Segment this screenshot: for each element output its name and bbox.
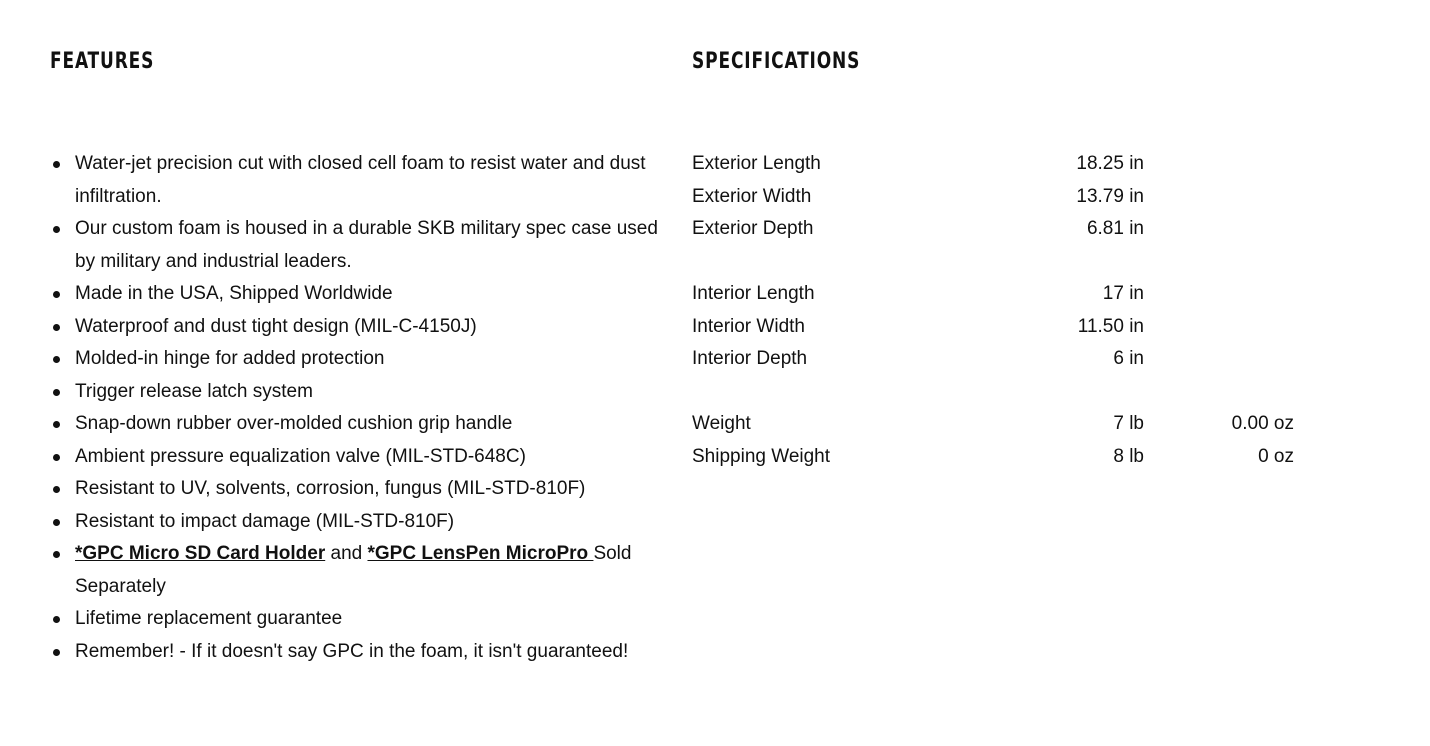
feature-text: Waterproof and dust tight design (MIL-C-4150J) — [75, 315, 477, 337]
feature-text-connector: and — [325, 543, 368, 564]
spec-label: Interior Length — [692, 283, 815, 304]
spec-value: 6.81 in — [1086, 218, 1144, 239]
spec-value: 8 lb — [1113, 445, 1144, 467]
spec-value: 6 in — [1113, 348, 1144, 369]
features-list — [50, 148, 660, 668]
bullet-icon — [53, 161, 60, 168]
feature-text-suffix: Sold Separately — [75, 543, 632, 597]
feature-text: Water-jet precision cut with closed cell foam to resist water and dust infiltration. — [75, 153, 646, 207]
feature-text: Resistant to UV, solvents, corrosion, fungus (MIL-STD-810F) — [75, 478, 586, 499]
interior-dimensions-group — [692, 278, 1312, 376]
feature-item — [50, 473, 660, 506]
lenspen-micropro-link[interactable]: *GPC LensPen MicroPro — [367, 543, 594, 564]
bullet-icon — [53, 519, 60, 526]
feature-item — [50, 213, 660, 278]
feature-item — [50, 278, 660, 311]
bullet-icon — [53, 421, 60, 428]
spec-row-interior-width — [692, 311, 1312, 344]
feature-text: Lifetime replacement guarantee — [75, 608, 343, 629]
feature-item-accessories — [50, 538, 660, 603]
feature-item — [50, 506, 660, 539]
spec-label: Exterior Length — [692, 153, 821, 174]
bullet-icon — [53, 486, 60, 493]
spec-label: Exterior Width — [692, 185, 812, 207]
feature-item — [50, 603, 660, 636]
feature-text: Snap-down rubber over-molded cushion grip handle — [75, 413, 513, 434]
spec-label: Shipping Weight — [692, 445, 831, 467]
feature-text: Remember! - If it doesn't say GPC in the foam, it isn't guaranteed! — [75, 640, 629, 662]
spec-label: Weight — [692, 413, 751, 434]
features-heading: FEATURES — [50, 49, 155, 74]
spec-label: Interior Depth — [692, 348, 808, 369]
spec-label: Exterior Depth — [692, 218, 814, 239]
bullet-icon — [53, 291, 60, 298]
feature-text: Made in the USA, Shipped Worldwide — [75, 283, 393, 304]
feature-item — [50, 441, 660, 474]
specifications-table — [692, 148, 1312, 473]
feature-item — [50, 636, 660, 669]
feature-text: Ambient pressure equalization valve (MIL-STD-648C) — [75, 445, 526, 467]
bullet-icon — [53, 226, 60, 233]
feature-item — [50, 408, 660, 441]
specifications-heading: SPECIFICATIONS — [692, 49, 861, 74]
feature-text: Resistant to impact damage (MIL-STD-810F) — [75, 510, 455, 532]
bullet-icon — [53, 454, 60, 461]
feature-text: Molded-in hinge for added protection — [75, 348, 385, 369]
spec-value: 17 in — [1102, 283, 1144, 304]
bullet-icon — [53, 324, 60, 331]
spec-row-weight — [692, 408, 1312, 441]
bullet-icon — [53, 551, 60, 558]
bullet-icon — [53, 389, 60, 396]
spec-value: 13.79 in — [1076, 185, 1144, 207]
spec-value: 11.50 in — [1077, 315, 1144, 337]
spec-label: Interior Width — [692, 315, 805, 337]
bullet-icon — [53, 356, 60, 363]
feature-text: Our custom foam is housed in a durable SKB military spec case used by military and industrial leaders. — [75, 218, 658, 272]
spec-value: 7 lb — [1113, 413, 1144, 434]
feature-text: Trigger release latch system — [75, 380, 313, 402]
feature-item — [50, 148, 660, 213]
feature-item — [50, 376, 660, 409]
spec-row-shipping-weight — [692, 441, 1312, 474]
weight-group — [692, 408, 1312, 473]
spec-row-interior-length — [692, 278, 1312, 311]
micro-sd-card-holder-link[interactable]: *GPC Micro SD Card Holder — [75, 543, 326, 564]
spec-value: 18.25 in — [1076, 153, 1144, 174]
spec-value-ounces: 0.00 oz — [1231, 413, 1294, 434]
feature-item — [50, 311, 660, 344]
bullet-icon — [53, 616, 60, 623]
spec-row-exterior-width — [692, 181, 1312, 214]
spec-row-interior-depth — [692, 343, 1312, 376]
spec-row-exterior-length — [692, 148, 1312, 181]
exterior-dimensions-group — [692, 148, 1312, 246]
bullet-icon — [53, 649, 60, 656]
feature-item — [50, 343, 660, 376]
spec-row-exterior-depth — [692, 213, 1312, 246]
spec-value-ounces: 0 oz — [1258, 445, 1294, 467]
